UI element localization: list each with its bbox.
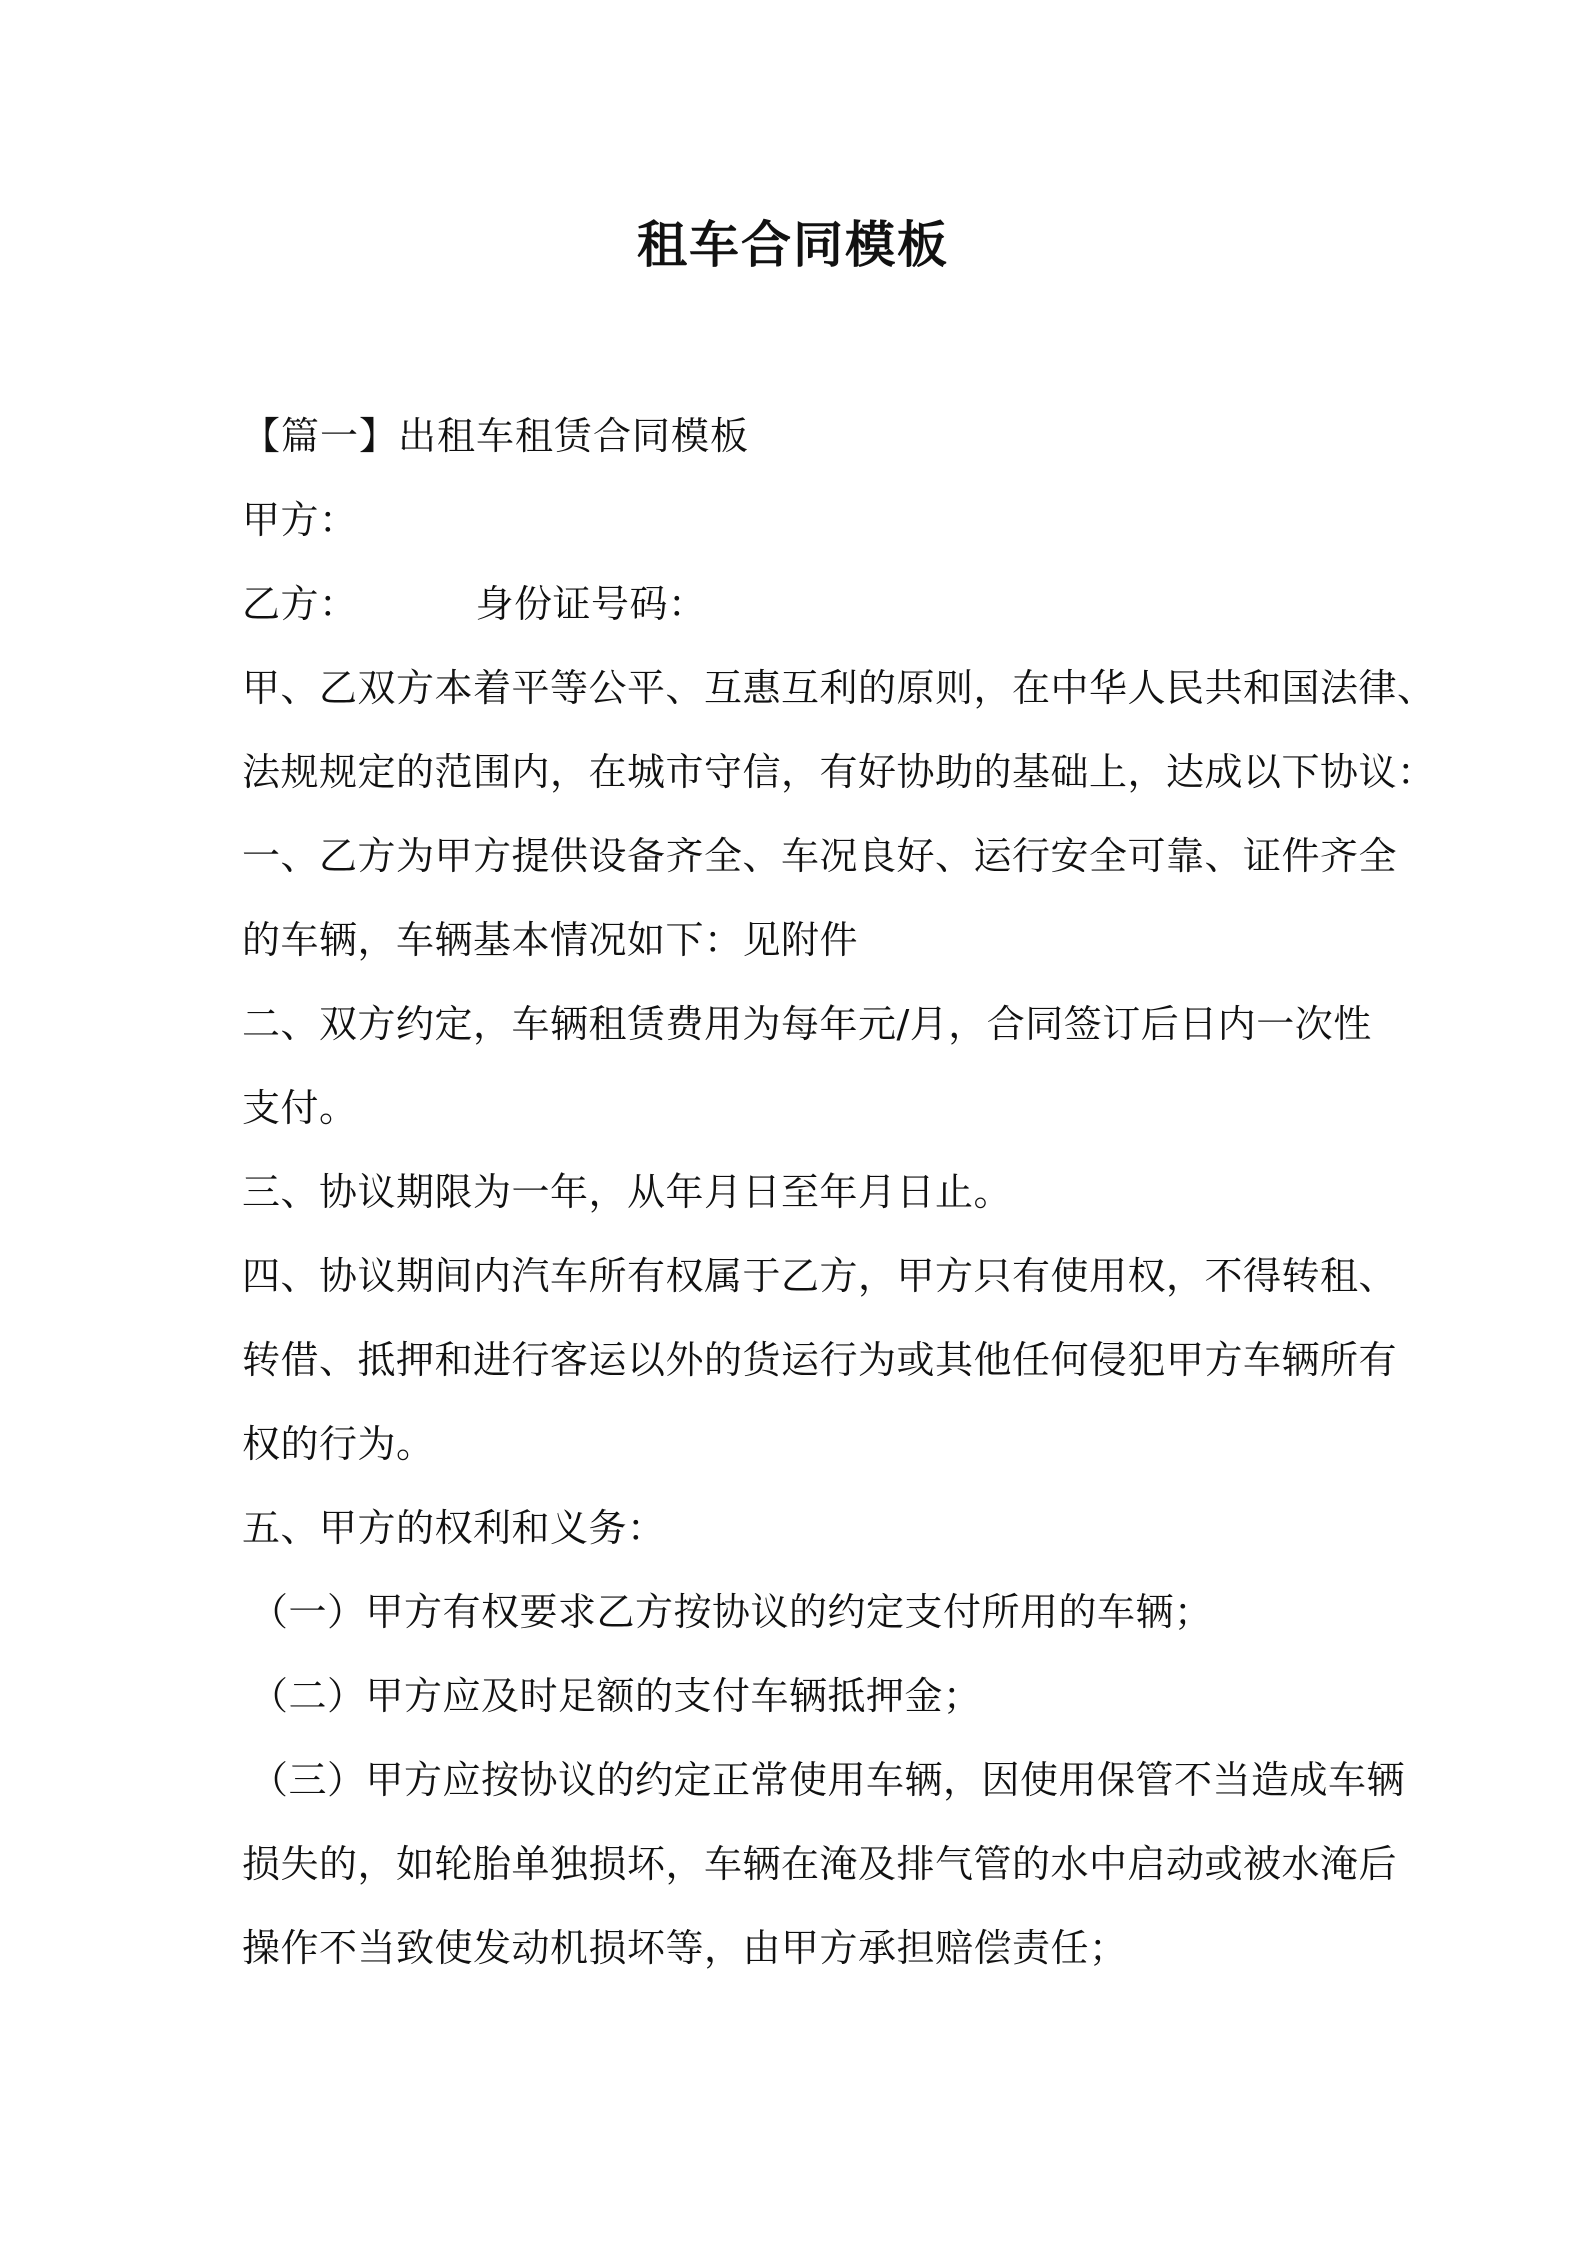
paragraph-line: 一、乙方为甲方提供设备齐全、车况良好、运行安全可靠、证件齐全 bbox=[242, 834, 1398, 878]
paragraph-line: 法规规定的范围内，在城市守信，有好协助的基础上，达成以下协议： bbox=[242, 750, 1436, 794]
party-a-label: 甲方： bbox=[242, 498, 358, 542]
paragraph-line: 二、双方约定，车辆租赁费用为每年元/月，合同签订后日内一次性 bbox=[242, 1002, 1372, 1046]
party-b-row bbox=[242, 578, 1382, 630]
paragraph-line: 甲、乙双方本着平等公平、互惠互利的原则，在中华人民共和国法律、 bbox=[242, 666, 1436, 710]
paragraph-line: 支付。 bbox=[242, 1086, 358, 1130]
paragraph-line: 权的行为。 bbox=[242, 1422, 435, 1466]
document-title: 租车合同模板 bbox=[637, 216, 949, 274]
paragraph-line: 损失的，如轮胎单独损坏，车辆在淹及排气管的水中启动或被水淹后 bbox=[242, 1842, 1398, 1886]
paragraph-line: 三、协议期限为一年，从年月日至年月日止。 bbox=[242, 1170, 1013, 1214]
paragraph-line: 转借、抵押和进行客运以外的货运行为或其他任何侵犯甲方车辆所有 bbox=[242, 1338, 1398, 1382]
sub-clause-line: （二）甲方应及时足额的支付车辆抵押金； bbox=[250, 1674, 982, 1718]
section-heading: 【篇一】出租车租赁合同模板 bbox=[242, 414, 750, 458]
sub-clause-line: （三）甲方应按协议的约定正常使用车辆，因使用保管不当造成车辆 bbox=[250, 1758, 1406, 1802]
party-b-label: 乙方： bbox=[242, 582, 358, 626]
sub-clause-line: （一）甲方有权要求乙方按协议的约定支付所用的车辆； bbox=[250, 1590, 1213, 1634]
paragraph-line: 五、甲方的权利和义务： bbox=[242, 1506, 666, 1550]
paragraph-line: 四、协议期间内汽车所有权属于乙方，甲方只有使用权，不得转租、 bbox=[242, 1254, 1398, 1298]
paragraph-line: 的车辆，车辆基本情况如下：见附件 bbox=[242, 918, 859, 962]
id-number-label: 身份证号码： bbox=[475, 582, 707, 626]
paragraph-line: 操作不当致使发动机损坏等，由甲方承担赔偿责任； bbox=[242, 1926, 1128, 1970]
